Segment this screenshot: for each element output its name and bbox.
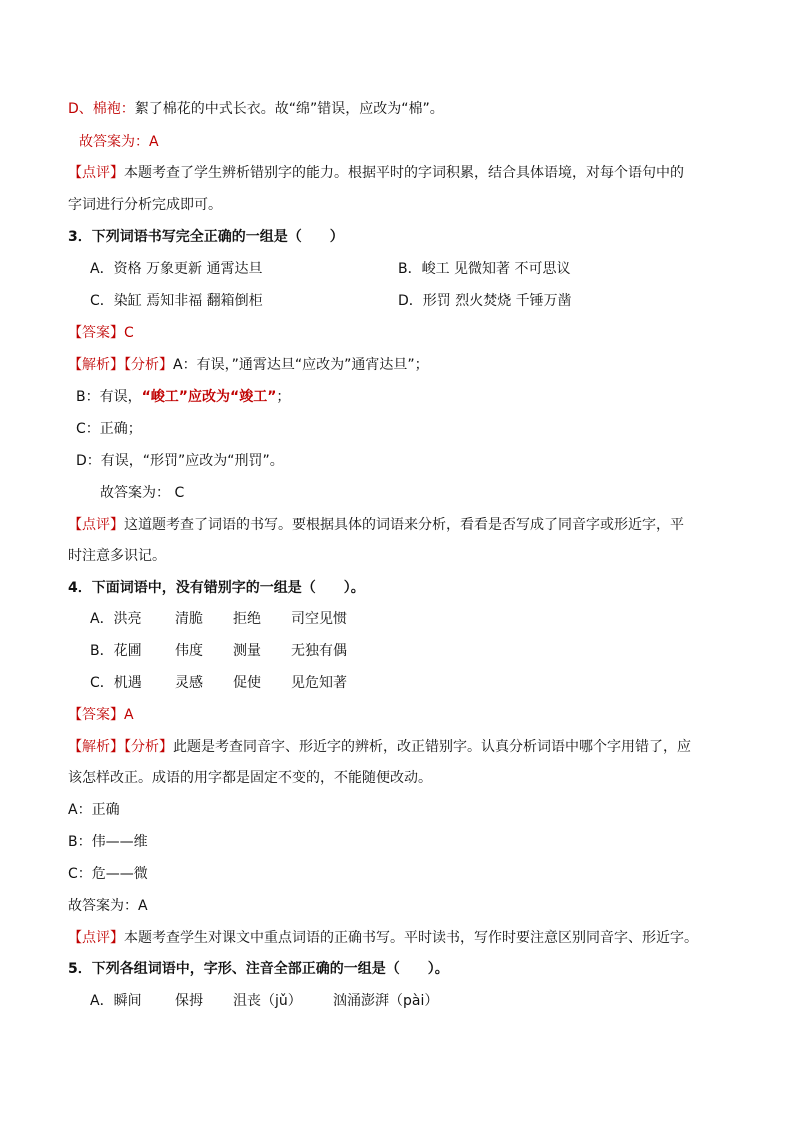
q4-answer-line xyxy=(68,705,134,725)
q2-review-line-2: 字词进行分析完成即可。 xyxy=(68,197,222,213)
q5-row-a-word-2: 保拇 xyxy=(175,993,203,1009)
q4-row-b-word-4: 无独有偶 xyxy=(291,643,347,659)
q4-row-c-word-2: 灵感 xyxy=(175,675,203,691)
q3-review-tag: 【点评】 xyxy=(68,517,124,533)
q3-analysis-a: A：有误，”通霄达旦“应改为”通宵达旦”； xyxy=(173,357,429,373)
q2-review-text-1: 本题考查了学生辨析错别字的能力。根据平时的字词积累，结合具体语境，对每个语句中的 xyxy=(124,165,684,181)
q2-answer: 故答案为：A xyxy=(79,134,159,150)
q4-final-answer: 故答案为：A xyxy=(68,898,148,914)
q3-option-b: B．峻工 见微知著 不可思议 xyxy=(398,261,571,277)
q3-analysis-b-suffix: ； xyxy=(276,389,291,405)
q4-row-c-word-3: 促使 xyxy=(233,675,261,691)
q2-option-d-text: 絮了棉花的中式长衣。故“绵”错误，应改为“棉”。 xyxy=(134,101,444,117)
q2-review-line-1 xyxy=(68,163,684,183)
q4-row-a-word-4: 司空见惯 xyxy=(291,611,347,627)
q2-option-d-line xyxy=(68,99,444,119)
q3-review-text-1: 这道题考查了词语的书写。要根据具体的词语来分析，看看是否写成了同音字或形近字，平 xyxy=(124,517,684,533)
q5-stem: 5．下列各组词语中，字形、注音全部正确的一组是（ ）。 xyxy=(68,961,449,977)
q3-answer-tag: 【答案】 xyxy=(68,325,124,341)
q4-row-b-label: B．花圃 xyxy=(90,643,142,659)
q4-row-b-word-3: 测量 xyxy=(233,643,261,659)
q4-row-b-word-2: 伟度 xyxy=(175,643,203,659)
q4-review-tag: 【点评】 xyxy=(68,930,124,946)
q3-analysis-b-bold: “峻工”应改为“竣工” xyxy=(141,389,277,405)
q5-row-a-word-4: 汹涌澎湃（pài） xyxy=(333,993,439,1009)
q4-line-a: A：正确 xyxy=(68,802,120,818)
q4-review-line xyxy=(68,928,698,948)
q4-line-c: C：危——微 xyxy=(68,866,148,882)
q3-review-line-1 xyxy=(68,515,684,535)
q3-final-answer: 故答案为： C xyxy=(100,485,185,501)
q3-option-c: C．染缸 焉知非福 翻箱倒柜 xyxy=(90,293,263,309)
q3-option-d: D．形罚 烈火焚烧 千锤万凿 xyxy=(398,293,572,309)
q2-option-d-prefix: D、棉袍： xyxy=(68,101,135,117)
q4-answer-value: A xyxy=(124,707,134,723)
q2-review-tag: 【点评】 xyxy=(68,165,124,181)
q4-review-text: 本题考查学生对课文中重点词语的正确书写。平时读书，写作时要注意区别同音字、形近字。 xyxy=(124,930,698,946)
q3-analysis-tag: 【解析】【分析】 xyxy=(68,357,173,373)
q5-row-a-word-3: 沮丧（jǔ） xyxy=(233,993,302,1009)
q3-analysis-line-b xyxy=(76,387,290,407)
q4-row-a-word-3: 拒绝 xyxy=(233,611,261,627)
q3-analysis-line-a xyxy=(68,355,429,375)
q3-analysis-b-prefix: B：有误， xyxy=(76,389,142,405)
q3-analysis-c: C：正确； xyxy=(76,421,142,437)
q4-answer-tag: 【答案】 xyxy=(68,707,124,723)
q4-analysis-line-1 xyxy=(68,737,691,757)
q4-row-c-word-4: 见危知著 xyxy=(291,675,347,691)
q4-line-b: B：伟——维 xyxy=(68,834,148,850)
q4-row-c-label: C．机遇 xyxy=(90,675,142,691)
q4-analysis-text-1: 此题是考查同音字、形近字的辨析，改正错别字。认真分析词语中哪个字用错了，应 xyxy=(173,739,691,755)
q4-analysis-tag: 【解析】【分析】 xyxy=(68,739,173,755)
q4-analysis-line-2: 该怎样改正。成语的用字都是固定不变的，不能随便改动。 xyxy=(68,770,432,786)
q3-option-a: A．资格 万象更新 通霄达旦 xyxy=(90,261,263,277)
q4-row-a-label: A．洪亮 xyxy=(90,611,142,627)
q3-stem: 3．下列词语书写完全正确的一组是（ ） xyxy=(68,229,344,245)
q3-answer-value: C xyxy=(124,325,134,341)
q4-stem: 4．下面词语中，没有错别字的一组是（ ）。 xyxy=(68,580,365,596)
q5-row-a-label: A．瞬间 xyxy=(90,993,142,1009)
q3-review-line-2: 时注意多识记。 xyxy=(68,548,166,564)
q3-answer-line xyxy=(68,323,134,343)
q3-analysis-d: D：有误，“形罚”应改为“刑罚”。 xyxy=(76,453,284,469)
q4-row-a-word-2: 清脆 xyxy=(175,611,203,627)
